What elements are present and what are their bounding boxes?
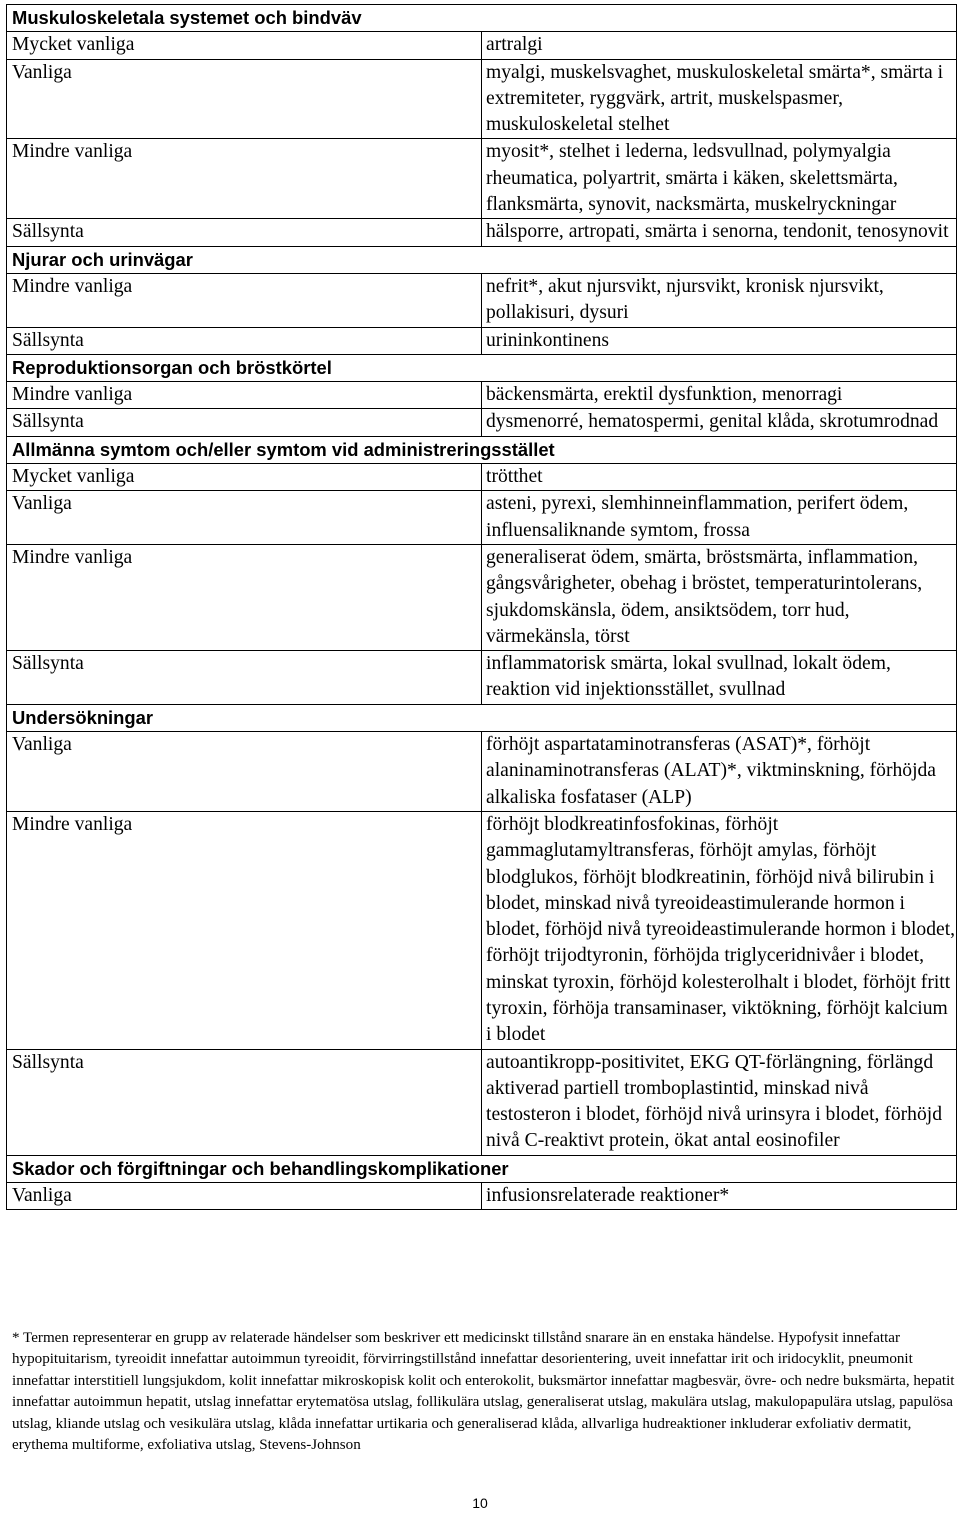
frequency-cell: Sällsynta	[7, 1049, 482, 1155]
effects-cell: trötthet	[482, 464, 957, 491]
section-header-row	[7, 436, 957, 463]
effects-cell: hälsporre, artropati, smärta i senorna, tendonit, tenosynovit	[482, 219, 957, 246]
table-row	[7, 219, 957, 246]
effects-cell: nefrit*, akut njursvikt, njursvikt, kronisk njursvikt, pollakisuri, dysuri	[482, 273, 957, 327]
table-row	[7, 1183, 957, 1210]
table-row	[7, 464, 957, 491]
section-title: Allmänna symtom och/eller symtom vid administreringsstället	[7, 436, 957, 463]
section-title: Undersökningar	[7, 704, 957, 731]
effects-cell: asteni, pyrexi, slemhinneinflammation, perifert ödem, influensaliknande symtom, frossa	[482, 491, 957, 545]
frequency-cell: Mindre vanliga	[7, 544, 482, 650]
section-header-row	[7, 1155, 957, 1182]
table-row	[7, 651, 957, 705]
frequency-cell: Sällsynta	[7, 219, 482, 246]
effects-cell: myosit*, stelhet i lederna, ledsvullnad, polymyalgia rheumatica, polyartrit, smärta i käken, skelettsmärta, flanksmärta, synovit, nacksmärta, muskelryckningar	[482, 139, 957, 219]
section-header-row	[7, 246, 957, 273]
table-row	[7, 811, 957, 1049]
table-row	[7, 1049, 957, 1155]
effects-cell: förhöjt aspartataminotransferas (ASAT)*, förhöjt alaninaminotransferas (ALAT)*, viktminskning, förhöjda alkaliska fosfataser (ALP)	[482, 732, 957, 812]
section-title: Reproduktionsorgan och bröstkörtel	[7, 354, 957, 381]
footnote: * Termen representerar en grupp av relaterade händelser som beskriver ett medicinskt tillstånd snarare än en enstaka händelse. Hypofysit innefattar hypopituitarism, tyreoidit innefattar autoimmun tyreoidit, förvirringstillstånd innefattar desorientering, uveit innefattar irit och iridocyklit, pneumonit innefattar interstitiell lungsjukdom, kolit innefattar mikroskopisk kolit och enterokolit, buksmärtor innefattar magbesvär, övre- och nedre buksmärta, hepatit innefattar autoimmun hepatit, utslag innefattar erytematösa utslag, follikulära utslag, generaliserat utslag, makulära utslag, makulopapulära utslag, papulösa utslag, kliande utslag och vesikulära utslag, klåda innefattar urtikaria och generaliserad klåda, allvarliga hudreaktioner inkluderar exfoliativ dermatit, erythema multiforme, exfoliativa utslag, Stevens-Johnson	[12, 1330, 955, 1454]
effects-cell: artralgi	[482, 32, 957, 59]
frequency-cell: Mycket vanliga	[7, 464, 482, 491]
frequency-cell: Vanliga	[7, 732, 482, 812]
frequency-cell: Sällsynta	[7, 651, 482, 705]
effects-cell: bäckensmärta, erektil dysfunktion, menorragi	[482, 382, 957, 409]
adverse-reactions-table	[6, 4, 957, 1210]
frequency-cell: Sällsynta	[7, 327, 482, 354]
section-title: Muskuloskeletala systemet och bindväv	[7, 5, 957, 32]
effects-cell: förhöjt blodkreatinfosfokinas, förhöjt gammaglutamyltransferas, förhöjt amylas, förhöjt blodglukos, förhöjt blodkreatinin, förhöjd nivå bilirubin i blodet, minskad nivå tyreoideastimulerande hormon i blodet, förhöjd nivå tyreoideastimulerande hormon i blodet, förhöjt trijodtyronin, förhöjda triglyceridnivåer i blodet, minskat tyroxin, förhöjd kolesterolhalt i blodet, förhöjt fritt tyroxin, förhöja transaminaser, viktökning, förhöjt kalcium i blodet	[482, 811, 957, 1049]
frequency-cell: Mindre vanliga	[7, 139, 482, 219]
effects-cell: generaliserat ödem, smärta, bröstsmärta, inflammation, gångsvårigheter, obehag i bröstet, temperaturintolerans, sjukdomskänsla, ödem, ansiktsödem, torr hud, värmekänsla, törst	[482, 544, 957, 650]
frequency-cell: Vanliga	[7, 59, 482, 139]
table-row	[7, 544, 957, 650]
table-row	[7, 382, 957, 409]
table-row	[7, 491, 957, 545]
page-number: 10	[472, 1495, 488, 1511]
section-header-row	[7, 354, 957, 381]
adverse-reactions-table-body	[7, 5, 957, 1210]
effects-cell: urininkontinens	[482, 327, 957, 354]
frequency-cell: Sällsynta	[7, 409, 482, 436]
table-row	[7, 327, 957, 354]
table-row	[7, 139, 957, 219]
table-row	[7, 732, 957, 812]
section-title: Skador och förgiftningar och behandlingskomplikationer	[7, 1155, 957, 1182]
effects-cell: autoantikropp-positivitet, EKG QT-förlängning, förlängd aktiverad partiell tromboplastintid, minskad nivå testosteron i blodet, förhöjd nivå urinsyra i blodet, förhöjd nivå C-reaktivt protein, ökat antal eosinofiler	[482, 1049, 957, 1155]
frequency-cell: Mindre vanliga	[7, 382, 482, 409]
frequency-cell: Mindre vanliga	[7, 811, 482, 1049]
section-header-row	[7, 5, 957, 32]
section-header-row	[7, 704, 957, 731]
frequency-cell: Mycket vanliga	[7, 32, 482, 59]
table-row	[7, 273, 957, 327]
table-row	[7, 32, 957, 59]
effects-cell: myalgi, muskelsvaghet, muskuloskeletal smärta*, smärta i extremiteter, ryggvärk, artrit, muskelspasmer, muskuloskeletal stelhet	[482, 59, 957, 139]
effects-cell: dysmenorré, hematospermi, genital klåda, skrotumrodnad	[482, 409, 957, 436]
section-title: Njurar och urinvägar	[7, 246, 957, 273]
table-row	[7, 59, 957, 139]
frequency-cell: Vanliga	[7, 491, 482, 545]
frequency-cell: Vanliga	[7, 1183, 482, 1210]
frequency-cell: Mindre vanliga	[7, 273, 482, 327]
table-row	[7, 409, 957, 436]
effects-cell: infusionsrelaterade reaktioner*	[482, 1183, 957, 1210]
effects-cell: inflammatorisk smärta, lokal svullnad, lokalt ödem, reaktion vid injektionsstället, svullnad	[482, 651, 957, 705]
